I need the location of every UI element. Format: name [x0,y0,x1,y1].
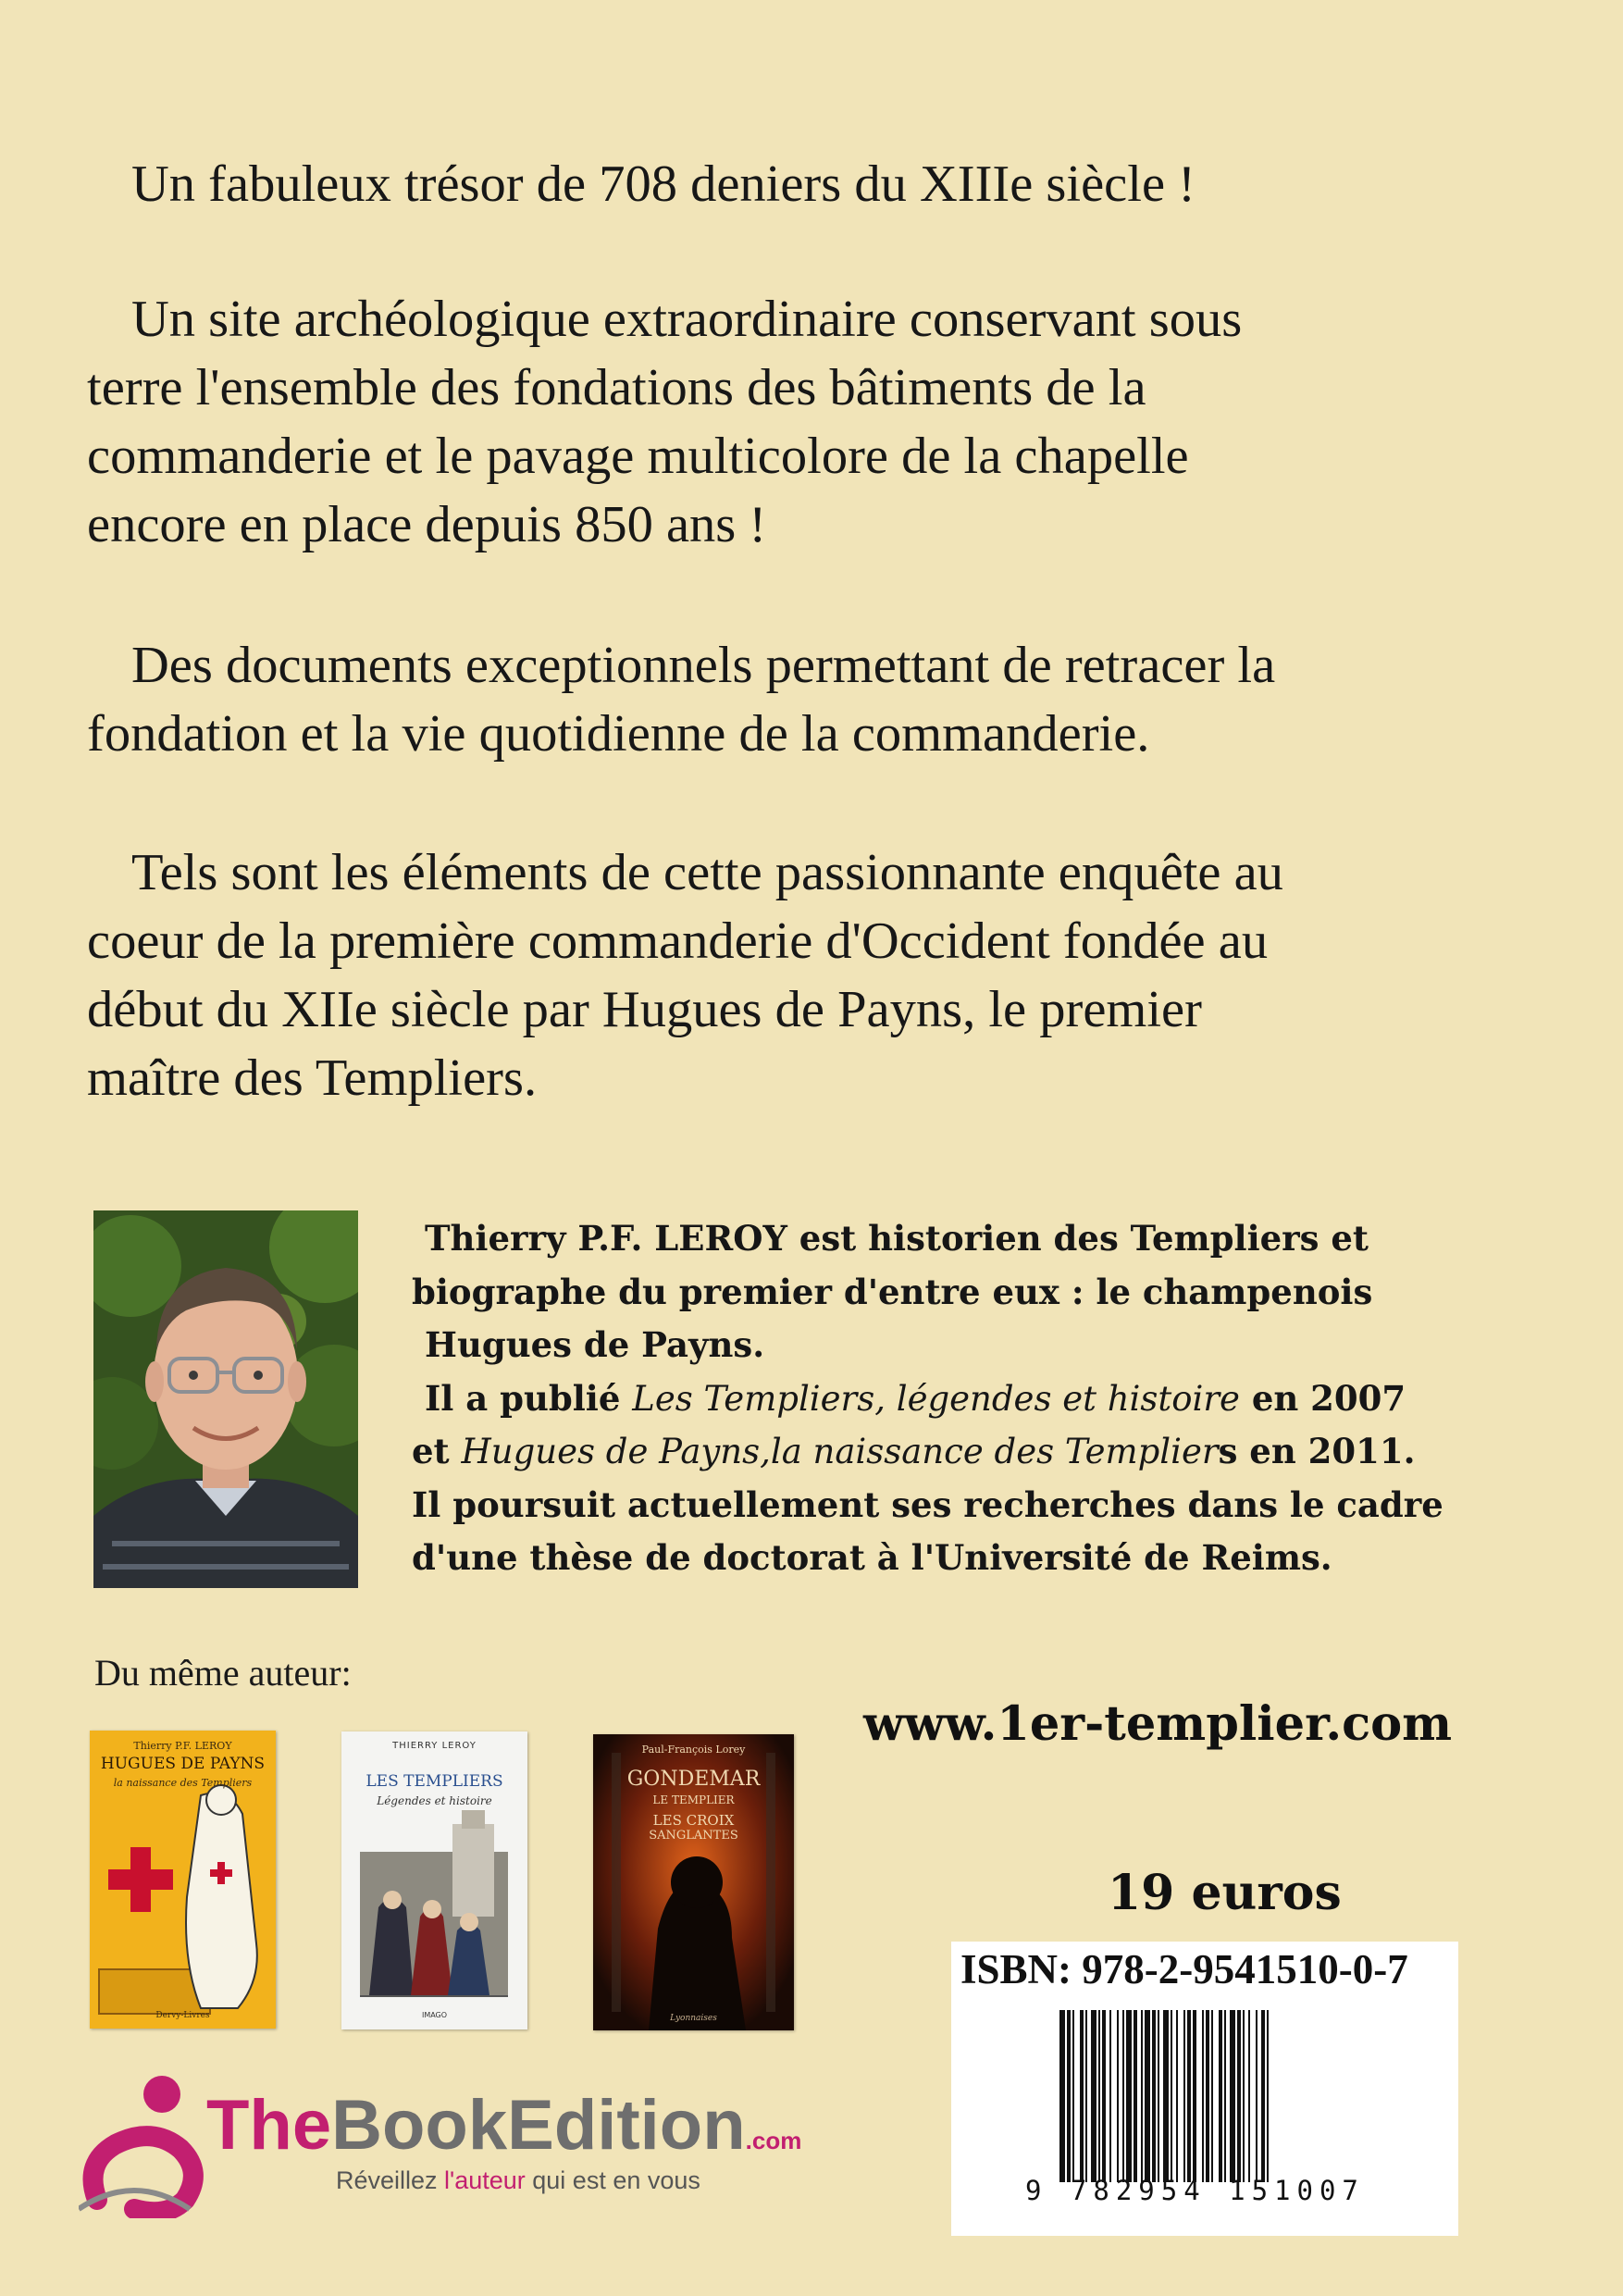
barcode-bar [1183,2010,1185,2182]
barcode-bar [1098,2010,1100,2182]
book-cover-gondemar [593,1734,794,2030]
publisher-tagline-part: Réveillez [336,2166,445,2194]
book-author: Paul-François Lorey [641,1744,746,1756]
book-publisher: Dervy-Livres [155,2011,210,2020]
barcode-bar [1059,2010,1065,2182]
barcode-bar [1171,2010,1172,2182]
paragraph-line: Des documents exceptionnels permettant de retracer la [131,637,1276,694]
bio-line: d'une thèse de doctorat à l'Université de Reims. [412,1537,1332,1578]
book-title: GONDEMAR [626,1768,761,1791]
bio-text: en 2007 [1239,1377,1406,1419]
publisher-name-the: The [206,2086,332,2165]
paragraph-site [87,285,1549,559]
barcode-bar [1187,2010,1191,2182]
barcode-bar [1261,2010,1265,2182]
publisher-tagline-part: qui est en vous [525,2166,700,2194]
paragraph-elements [87,838,1549,1112]
bio-line: Thierry P.F. LEROY est historien des Templiers et [425,1218,1369,1259]
barcode-box [951,1942,1458,2236]
publisher-name-book: BookEdition [331,2086,746,2165]
book-title-italic: Les Templiers, légendes et histoire [632,1378,1240,1419]
book-publisher: Lyonnaises [670,2014,717,2023]
book-author: THIERRY LEROY [392,1741,477,1751]
book-subtitle: la naissance des Templiers [113,1777,253,1789]
bio-line: Hugues de Payns. [425,1324,765,1365]
bio-line: biographe du premier d'entre eux : le champenois [412,1271,1373,1312]
paragraph-line: terre l'ensemble des fondations des bâtiments de la [87,359,1146,416]
barcode-bar [1267,2010,1269,2182]
barcode-bar [1256,2010,1258,2182]
barcode-bar [1224,2010,1226,2182]
barcode-bar [1145,2010,1150,2182]
barcode-bar [1176,2010,1178,2182]
barcode-bar [1109,2010,1111,2182]
book-publisher: IMAGO [421,2011,448,2019]
paragraph-line: encore en place depuis 850 ans ! [87,496,767,553]
author-photo [93,1210,358,1588]
book-cover-les-templiers [341,1731,527,2029]
publisher-name [206,2086,802,2178]
publisher-tagline-highlight: l'auteur [444,2166,526,2194]
price: 19 euros [1108,1865,1342,1921]
paragraph-line: commanderie et le pavage multicolore de la chapelle [87,428,1189,485]
barcode-bar [1219,2010,1222,2182]
bio-line [412,1425,1596,1479]
barcode-bar [1122,2010,1124,2182]
paragraph-line: fondation et la vie quotidienne de la commanderie. [87,705,1150,763]
bio-line: Il poursuit actuellement ses recherches dans le cadre [412,1483,1443,1525]
book-cover-hugues-de-payns [90,1731,276,2029]
book-cover-art [90,1731,276,2029]
barcode-bar [1237,2010,1241,2182]
barcode-bar [1117,2010,1119,2182]
barcode-bar [1211,2010,1213,2182]
website-url[interactable]: www.1er-templier.com [863,1696,1453,1752]
barcode-bar [1080,2010,1084,2182]
book-subtitle: LE TEMPLIER [652,1793,735,1806]
paragraph-line: coeur de la première commanderie d'Occident fondée au [87,912,1269,970]
book-subtitle: LES CROIX [652,1812,735,1829]
barcode-bar [1230,2010,1235,2182]
publisher-tagline [336,2166,700,2195]
barcode-bar [1072,2010,1074,2182]
paragraph-line: Tels sont les éléments de cette passionnante enquête au [131,844,1283,901]
book-title-italic: Hugues de Payns,la naissance des Templier [461,1432,1219,1471]
paragraph-line: maître des Templiers. [87,1049,538,1107]
barcode-bar [1158,2010,1159,2182]
barcode-bar [1067,2010,1071,2182]
paragraph-line: Un fabuleux trésor de 708 deniers du XIIIe siècle ! [131,155,1196,213]
barcode-bar [1141,2010,1143,2182]
barcode-bar [1243,2010,1245,2182]
author-portrait-illustration [93,1210,358,1588]
book-author: Thierry P.F. LEROY [133,1740,232,1752]
barcode-bar [1163,2010,1169,2182]
publisher-name-com: .com [745,2127,802,2154]
bio-text: et [412,1431,462,1471]
barcode-icon [1059,2010,1383,2182]
bio-line [412,1372,1596,1426]
paragraph-line: début du XIIe siècle par Hugues de Payns, le premier [87,981,1202,1038]
paragraph-documents [87,631,1549,768]
barcode-digits: 9 782954 151007 [1025,2175,1365,2206]
isbn-label: ISBN: 978-2-9541510-0-7 [960,1946,1408,1992]
paragraph-line: Un site archéologique extraordinaire conservant sous [131,291,1243,348]
barcode-bar [1152,2010,1156,2182]
barcode-bar [1193,2010,1196,2182]
barcode-bar [1248,2010,1250,2182]
barcode-bar [1206,2010,1209,2182]
barcode-bar [1126,2010,1132,2182]
barcode-bar [1134,2010,1137,2182]
bio-text: Il a publié [425,1377,633,1419]
book-title: HUGUES DE PAYNS [100,1755,266,1773]
barcode-bar [1102,2010,1106,2182]
barcode-bar [1202,2010,1204,2182]
same-author-label: Du même auteur: [94,1652,352,1694]
book-subtitle: SANGLANTES [649,1829,738,1843]
bio-text: s en 2011. [1218,1431,1416,1471]
paragraph-treasure [87,150,1549,218]
book-subtitle: Légendes et histoire [377,1794,492,1807]
barcode-bar [1085,2010,1087,2182]
author-bio [412,1212,1596,1585]
book-title: LES TEMPLIERS [365,1772,503,1791]
publisher-figure-icon [79,2070,208,2218]
publisher-logo [79,2070,837,2218]
barcode-bar [1091,2010,1096,2182]
